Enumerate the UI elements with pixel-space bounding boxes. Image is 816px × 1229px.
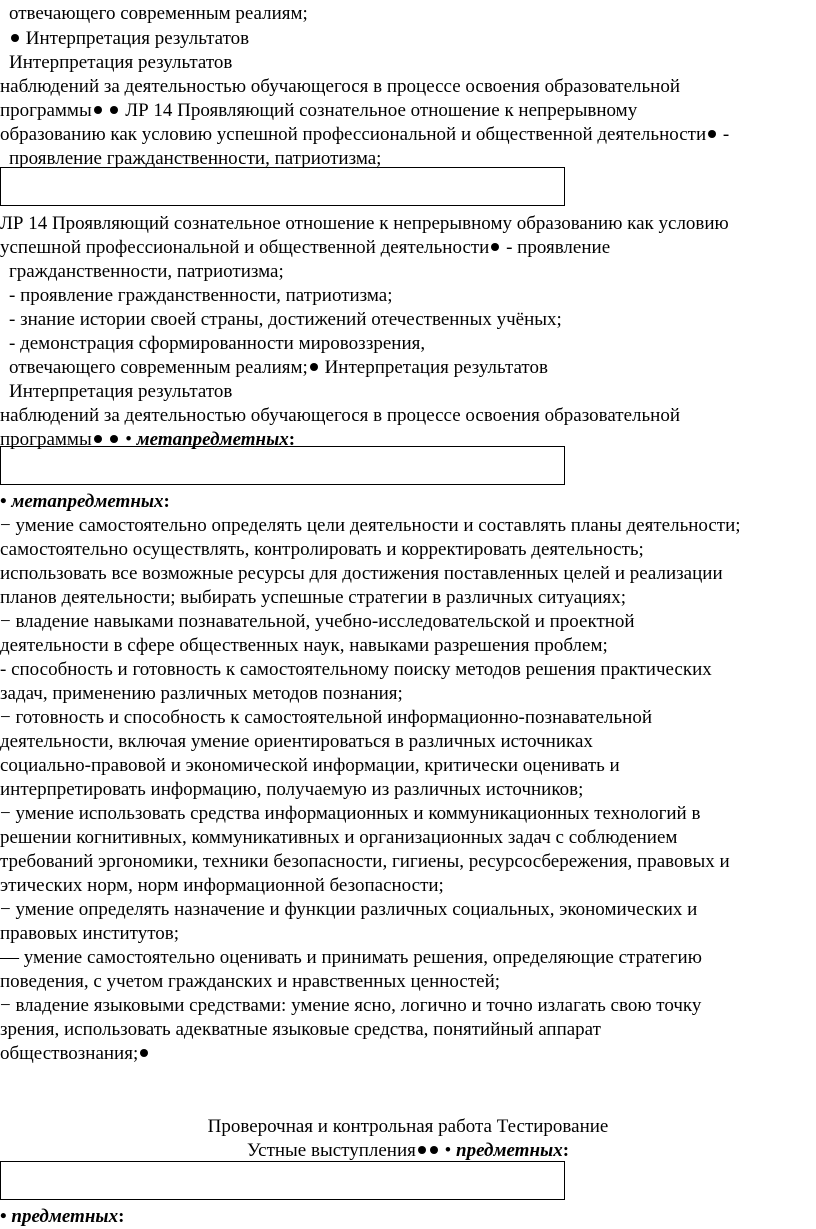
text-span: • bbox=[444, 1140, 452, 1161]
text-line bbox=[0, 99, 637, 123]
text-line: требований эргономики, техники безопасности, гигиены, ресурсосбережения, правовых и bbox=[0, 851, 730, 872]
text-line: наблюдений за деятельностью обучающегося в процессе освоения образовательной bbox=[0, 405, 681, 426]
bullet-icon bbox=[708, 130, 716, 138]
text-line bbox=[0, 1139, 816, 1163]
text-span: образованию как условию успешной профессиональной и общественной деятельности bbox=[0, 124, 707, 145]
text-line: правовых институтов; bbox=[0, 923, 180, 944]
text-line: проявление гражданственности, патриотизма; bbox=[9, 148, 382, 169]
text-line: Интерпретация результатов bbox=[9, 52, 233, 73]
text-span: : bbox=[562, 1140, 570, 1161]
bullet-icon bbox=[491, 243, 499, 251]
text-span: отвечающего современным реалиям; bbox=[9, 357, 308, 378]
bullet-icon bbox=[110, 435, 118, 443]
text-line: - способность и готовность к самостоятельному поиску методов решения практических bbox=[0, 659, 712, 680]
text-line bbox=[9, 27, 249, 51]
text-span: • bbox=[125, 429, 132, 450]
empty-table-cell bbox=[0, 1161, 565, 1200]
text-span: успешной профессиональной и общественной деятельности bbox=[0, 237, 490, 258]
text-line: этических норм, норм информационной безопасности; bbox=[0, 875, 444, 896]
text-span: : bbox=[118, 1206, 125, 1227]
text-span: Устные выступления bbox=[246, 1140, 416, 1161]
bullet-icon bbox=[310, 363, 318, 371]
text-line: использовать все возможные ресурсы для достижения поставленных целей и реализации bbox=[0, 563, 723, 584]
text-line: интерпретировать информацию, получаемую из различных источников; bbox=[0, 779, 584, 800]
bullet-icon bbox=[94, 106, 102, 114]
text-line: − умение использовать средства информационных и коммуникационных технологий в bbox=[0, 803, 701, 824]
text-line: − владение языковыми средствами: умение ясно, логично и точно излагать свою точку bbox=[0, 995, 702, 1016]
text-span: - bbox=[722, 124, 730, 145]
text-span: Интерпретация результатов bbox=[25, 28, 250, 49]
text-line: решении когнитивных, коммуникативных и организационных задач с соблюдением bbox=[0, 827, 678, 848]
text-span: : bbox=[288, 429, 296, 450]
text-span: • bbox=[0, 1206, 7, 1227]
text-line: деятельности, включая умение ориентироваться в различных источниках bbox=[0, 731, 593, 752]
text-line: социально-правовой и экономической информации, критически оценивать и bbox=[0, 755, 620, 776]
section-label: метапредметных bbox=[11, 491, 164, 512]
section-heading bbox=[0, 1205, 124, 1229]
text-line: - знание истории своей страны, достижений отечественных учёных; bbox=[9, 309, 562, 330]
text-line: − умение самостоятельно определять цели деятельности и составлять планы деятельности; bbox=[0, 515, 741, 536]
text-span: : bbox=[163, 491, 170, 512]
text-line: задач, применению различных методов познания; bbox=[0, 683, 403, 704]
section-label: метапредметных bbox=[136, 429, 289, 450]
text-line: деятельности в сфере общественных наук, навыками разрешения проблем; bbox=[0, 635, 608, 656]
text-line bbox=[0, 236, 610, 260]
text-line: - проявление гражданственности, патриотизма; bbox=[9, 285, 393, 306]
section-label: предметных bbox=[11, 1206, 119, 1227]
text-line: Интерпретация результатов bbox=[9, 381, 233, 402]
assessment-forms: Проверочная и контрольная работа Тестирование bbox=[207, 1116, 609, 1137]
text-span: Интерпретация результатов bbox=[324, 357, 548, 378]
text-line: обществознания; bbox=[0, 1042, 150, 1066]
section-heading bbox=[0, 490, 170, 514]
text-line: гражданственности, патриотизма; bbox=[9, 261, 284, 282]
text-span: программы bbox=[0, 100, 92, 121]
text-line: отвечающего современным реалиям; bbox=[9, 3, 308, 24]
text-line bbox=[0, 123, 729, 147]
bullet-icon bbox=[94, 435, 102, 443]
text-line bbox=[9, 356, 548, 380]
bullet-icon bbox=[110, 106, 118, 114]
empty-table-cell bbox=[0, 167, 565, 206]
text-line: зрения, использовать адекватные языковые средства, понятийный аппарат bbox=[0, 1019, 601, 1040]
text-span: ЛР 14 Проявляющий сознательное отношение к непрерывному bbox=[125, 100, 638, 121]
text-line: наблюдений за деятельностью обучающегося в процессе освоения образовательной bbox=[0, 76, 681, 97]
text-line: поведения, с учетом гражданских и нравственных ценностей; bbox=[0, 971, 501, 992]
text-line: - демонстрация сформированности мировоззрения, bbox=[9, 333, 426, 354]
text-span: программы bbox=[0, 429, 92, 450]
text-line: ЛР 14 Проявляющий сознательное отношение к непрерывному образованию как условию bbox=[0, 213, 729, 234]
text-span: • bbox=[0, 491, 7, 512]
text-line: — умение самостоятельно оценивать и принимать решения, определяющие стратегию bbox=[0, 947, 702, 968]
bullet-icon bbox=[11, 34, 19, 42]
empty-table-cell bbox=[0, 446, 565, 485]
text-line: − владение навыками познавательной, учебно-исследовательской и проектной bbox=[0, 611, 635, 632]
text-span: - проявление bbox=[506, 237, 611, 258]
text-line: − умение определять назначение и функции различных социальных, экономических и bbox=[0, 899, 698, 920]
section-label: предметных bbox=[456, 1140, 563, 1161]
bullet-icon bbox=[140, 1049, 148, 1057]
bullet-icon bbox=[430, 1146, 438, 1154]
text-line: планов деятельности; выбирать успешные стратегии в различных ситуациях; bbox=[0, 587, 627, 608]
bullet-icon bbox=[418, 1146, 426, 1154]
text-line: самостоятельно осуществлять, контролировать и корректировать деятельность; bbox=[0, 539, 644, 560]
text-line: − готовность и способность к самостоятельной информационно-познавательной bbox=[0, 707, 652, 728]
